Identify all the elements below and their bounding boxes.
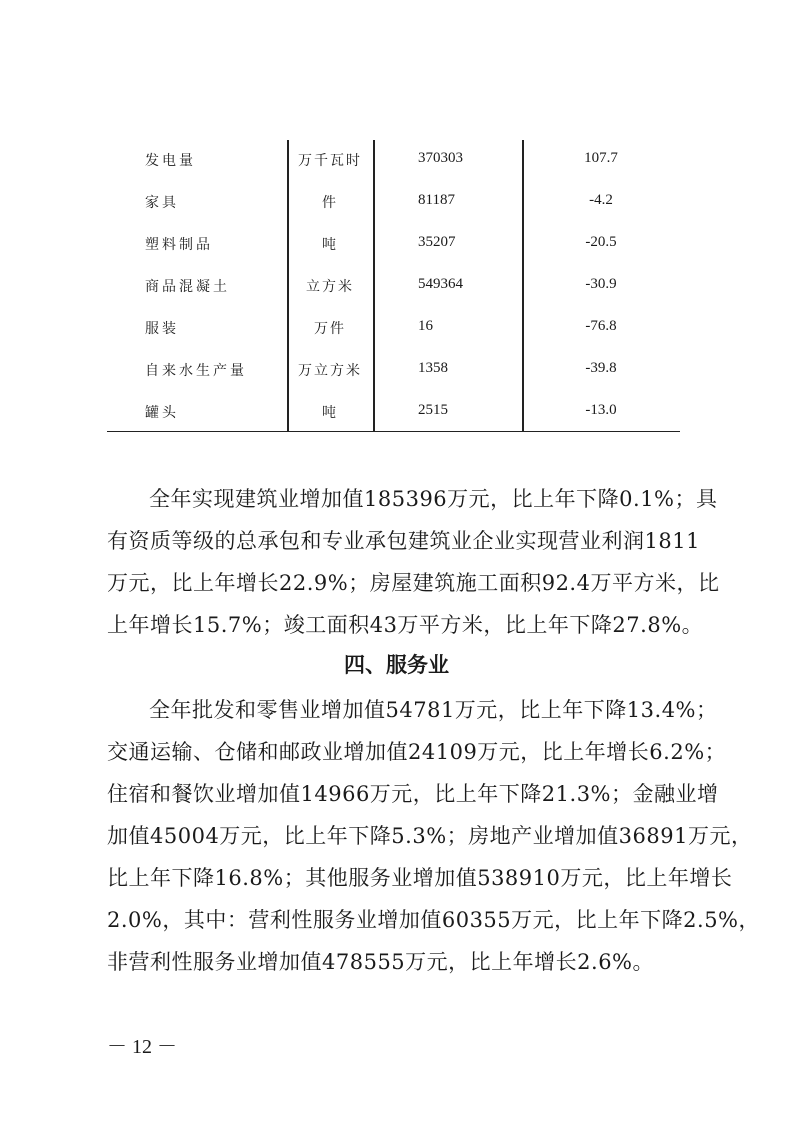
services-paragraph (107, 689, 761, 983)
product-name: 塑料制品 (145, 237, 213, 253)
unit: 万千瓦时 (298, 153, 362, 169)
unit: 吨 (322, 237, 338, 253)
change-percent: -13.0 (585, 402, 617, 418)
table-row (107, 350, 680, 392)
unit: 万立方米 (298, 363, 362, 379)
paragraph-line: 上年增长15.7%；竣工面积43万平方米，比上年下降27.8%。 (107, 613, 704, 637)
product-name: 罐头 (145, 405, 179, 421)
product-name: 自来水生产量 (145, 363, 247, 379)
output-value: 549364 (418, 276, 463, 292)
product-name: 家具 (145, 195, 179, 211)
change-percent: -20.5 (585, 234, 617, 250)
paragraph-line: 住宿和餐饮业增加值14966万元，比上年下降21.3%；金融业增 (107, 782, 719, 806)
table-row (107, 308, 680, 350)
output-value: 35207 (418, 234, 456, 250)
construction-paragraph (107, 478, 720, 646)
unit: 立方米 (306, 279, 354, 295)
paragraph-line: 万元，比上年增长22.9%；房屋建筑施工面积92.4万平方米，比 (107, 571, 720, 595)
paragraph-line: 2.0%，其中：营利性服务业增加值60355万元，比上年下降2.5%， (107, 908, 761, 932)
output-value: 370303 (418, 150, 463, 166)
paragraph-line: 交通运输、仓储和邮政业增加值24109万元，比上年增长6.2%； (107, 740, 727, 764)
paragraph-line: 比上年下降16.8%；其他服务业增加值538910万元，比上年增长 (107, 866, 733, 890)
table-row (107, 140, 680, 182)
change-percent: -30.9 (585, 276, 617, 292)
table-row (107, 224, 680, 266)
change-percent: -4.2 (589, 192, 613, 208)
product-name: 商品混凝土 (145, 279, 230, 295)
output-value: 16 (418, 318, 433, 334)
change-percent: -39.8 (585, 360, 617, 376)
product-name: 服装 (145, 321, 179, 337)
unit: 吨 (322, 405, 338, 421)
unit: 万件 (314, 321, 346, 337)
paragraph-line: 非营利性服务业增加值478555万元，比上年增长2.6%。 (107, 950, 655, 974)
change-percent: 107.7 (584, 150, 618, 166)
paragraph-line: 全年批发和零售业增加值54781万元，比上年下降13.4%； (149, 698, 718, 722)
change-percent: -76.8 (585, 318, 617, 334)
output-value: 81187 (418, 192, 455, 208)
page-number: － 12 － (107, 1036, 177, 1058)
paragraph-line: 加值45004万元，比上年下降5.3%；房地产业增加值36891万元， (107, 824, 753, 848)
paragraph-line: 全年实现建筑业增加值185396万元，比上年下降0.1%；具 (149, 487, 718, 511)
unit: 件 (322, 195, 338, 211)
section-heading: 四、服务业 (344, 653, 449, 677)
table-row (107, 182, 680, 224)
paragraph-line: 有资质等级的总承包和专业承包建筑业企业实现营业利润1811 (107, 529, 700, 553)
industrial-output-table (107, 140, 680, 432)
table-row (107, 266, 680, 308)
product-name: 发电量 (145, 153, 196, 169)
output-value: 1358 (418, 360, 448, 376)
output-value: 2515 (418, 402, 448, 418)
table-row (107, 392, 680, 434)
